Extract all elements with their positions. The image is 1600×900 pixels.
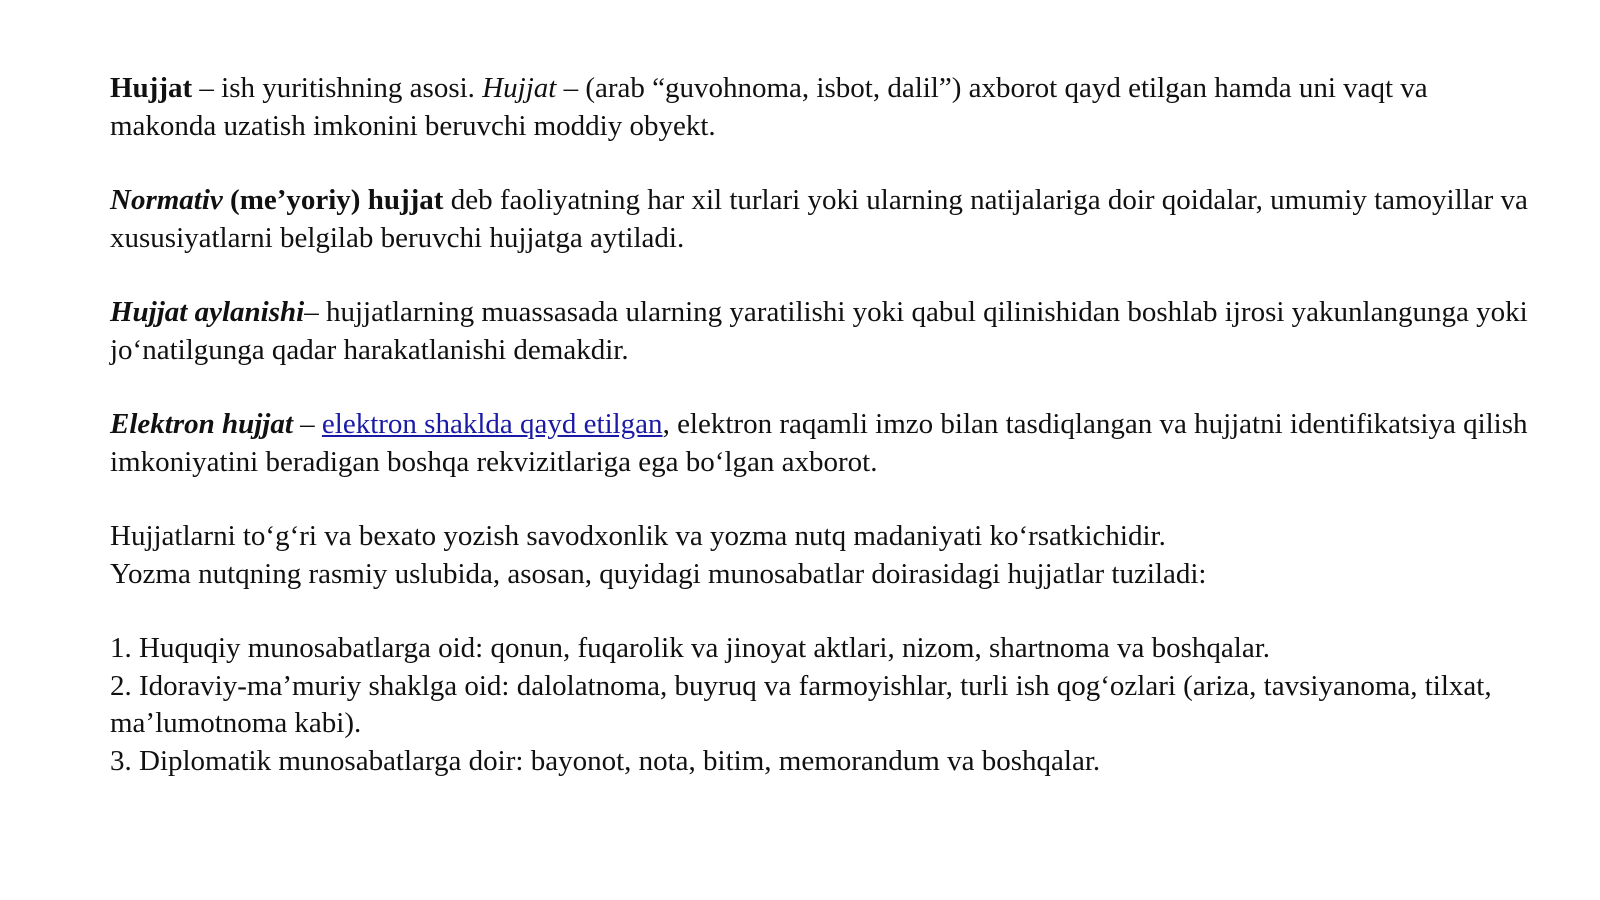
paragraph-line: Yozma nutqning rasmiy uslubida, asosan, quyidagi munosabatlar doirasidagi hujjatlar tuziladi: [110,557,1207,590]
term-elektron-hujjat [110,408,293,440]
term-hujjat-aylanishi-text: Hujjat aylanishi [110,296,305,328]
paragraph-hujjat-aylanishi [110,294,1530,369]
paragraph-elektron-hujjat [110,406,1530,481]
elektron-shaklda-link[interactable]: elektron shaklda qayd etilgan [321,408,663,440]
paragraph-text: , elektron raqamli imzo bilan tasdiqlangan va hujjatni identifikatsiya qilish imkoniyatini beradigan boshqa rekvizitlariga ega bo‘lgan axborot. [110,408,1528,478]
paragraph-text: – hujjatlarning muassasada ularning yaratilishi yoki qabul qilinishidan boshlab ijrosi yakunlangunga yoki jo‘natilgunga qadar harakatlanishi demakdir. [110,296,1528,366]
term-normativ: Normativ [110,184,223,216]
document-types-list [110,630,1530,780]
list-item: 3. Diplomatik munosabatlarga doir: bayonot, nota, bitim, memorandum va boshqalar. [110,744,1101,777]
list-item: 2. Idoraviy-ma’muriy shaklga oid: dalolatnoma, buyruq va farmoyishlar, turli ish qog‘ozlari (ariza, tavsiyanoma, tilxat, ma’lumotnoma kabi). [110,669,1492,739]
slide-content [110,70,1530,780]
paragraph-savodxonlik [110,518,1530,593]
paragraph-hujjat-definition [110,70,1530,145]
term-normativ-hujjat [110,184,443,216]
list-item: 1. Huquqiy munosabatlarga oid: qonun, fuqarolik va jinoyat aktlari, nizom, shartnoma va boshqalar. [110,632,1271,664]
term-hujjat-aylanishi [110,296,304,328]
paragraph-text: – (arab “guvohnoma, isbot, dalil”) axborot qayd etilgan hamda uni vaqt va makonda uzatish imkonini beruvchi moddiy obyekt. [110,72,1428,142]
term-hujjat: Hujjat [110,72,193,104]
term-hujjat-italic: Hujjat [482,72,557,104]
paragraph-text: deb faoliyatning har xil turlari yoki ularning natijalariga doir qoidalar, umumiy tamoyillar va xususiyatlarni belgilab beruvchi hujjatga aytiladi. [110,184,1528,254]
paragraph-normativ-hujjat [110,182,1530,257]
paragraph-line: Hujjatlarni to‘g‘ri va bexato yozish savodxonlik va yozma nutq madaniyati ko‘rsatkichidir. [110,520,1166,552]
dash: – [292,408,322,440]
term-meyoriy-hujjat: (me’yoriy) hujjat [222,184,444,216]
term-elektron-hujjat-text: Elektron hujjat [110,408,293,440]
paragraph-text: – ish yuritishning asosi. [192,72,483,104]
